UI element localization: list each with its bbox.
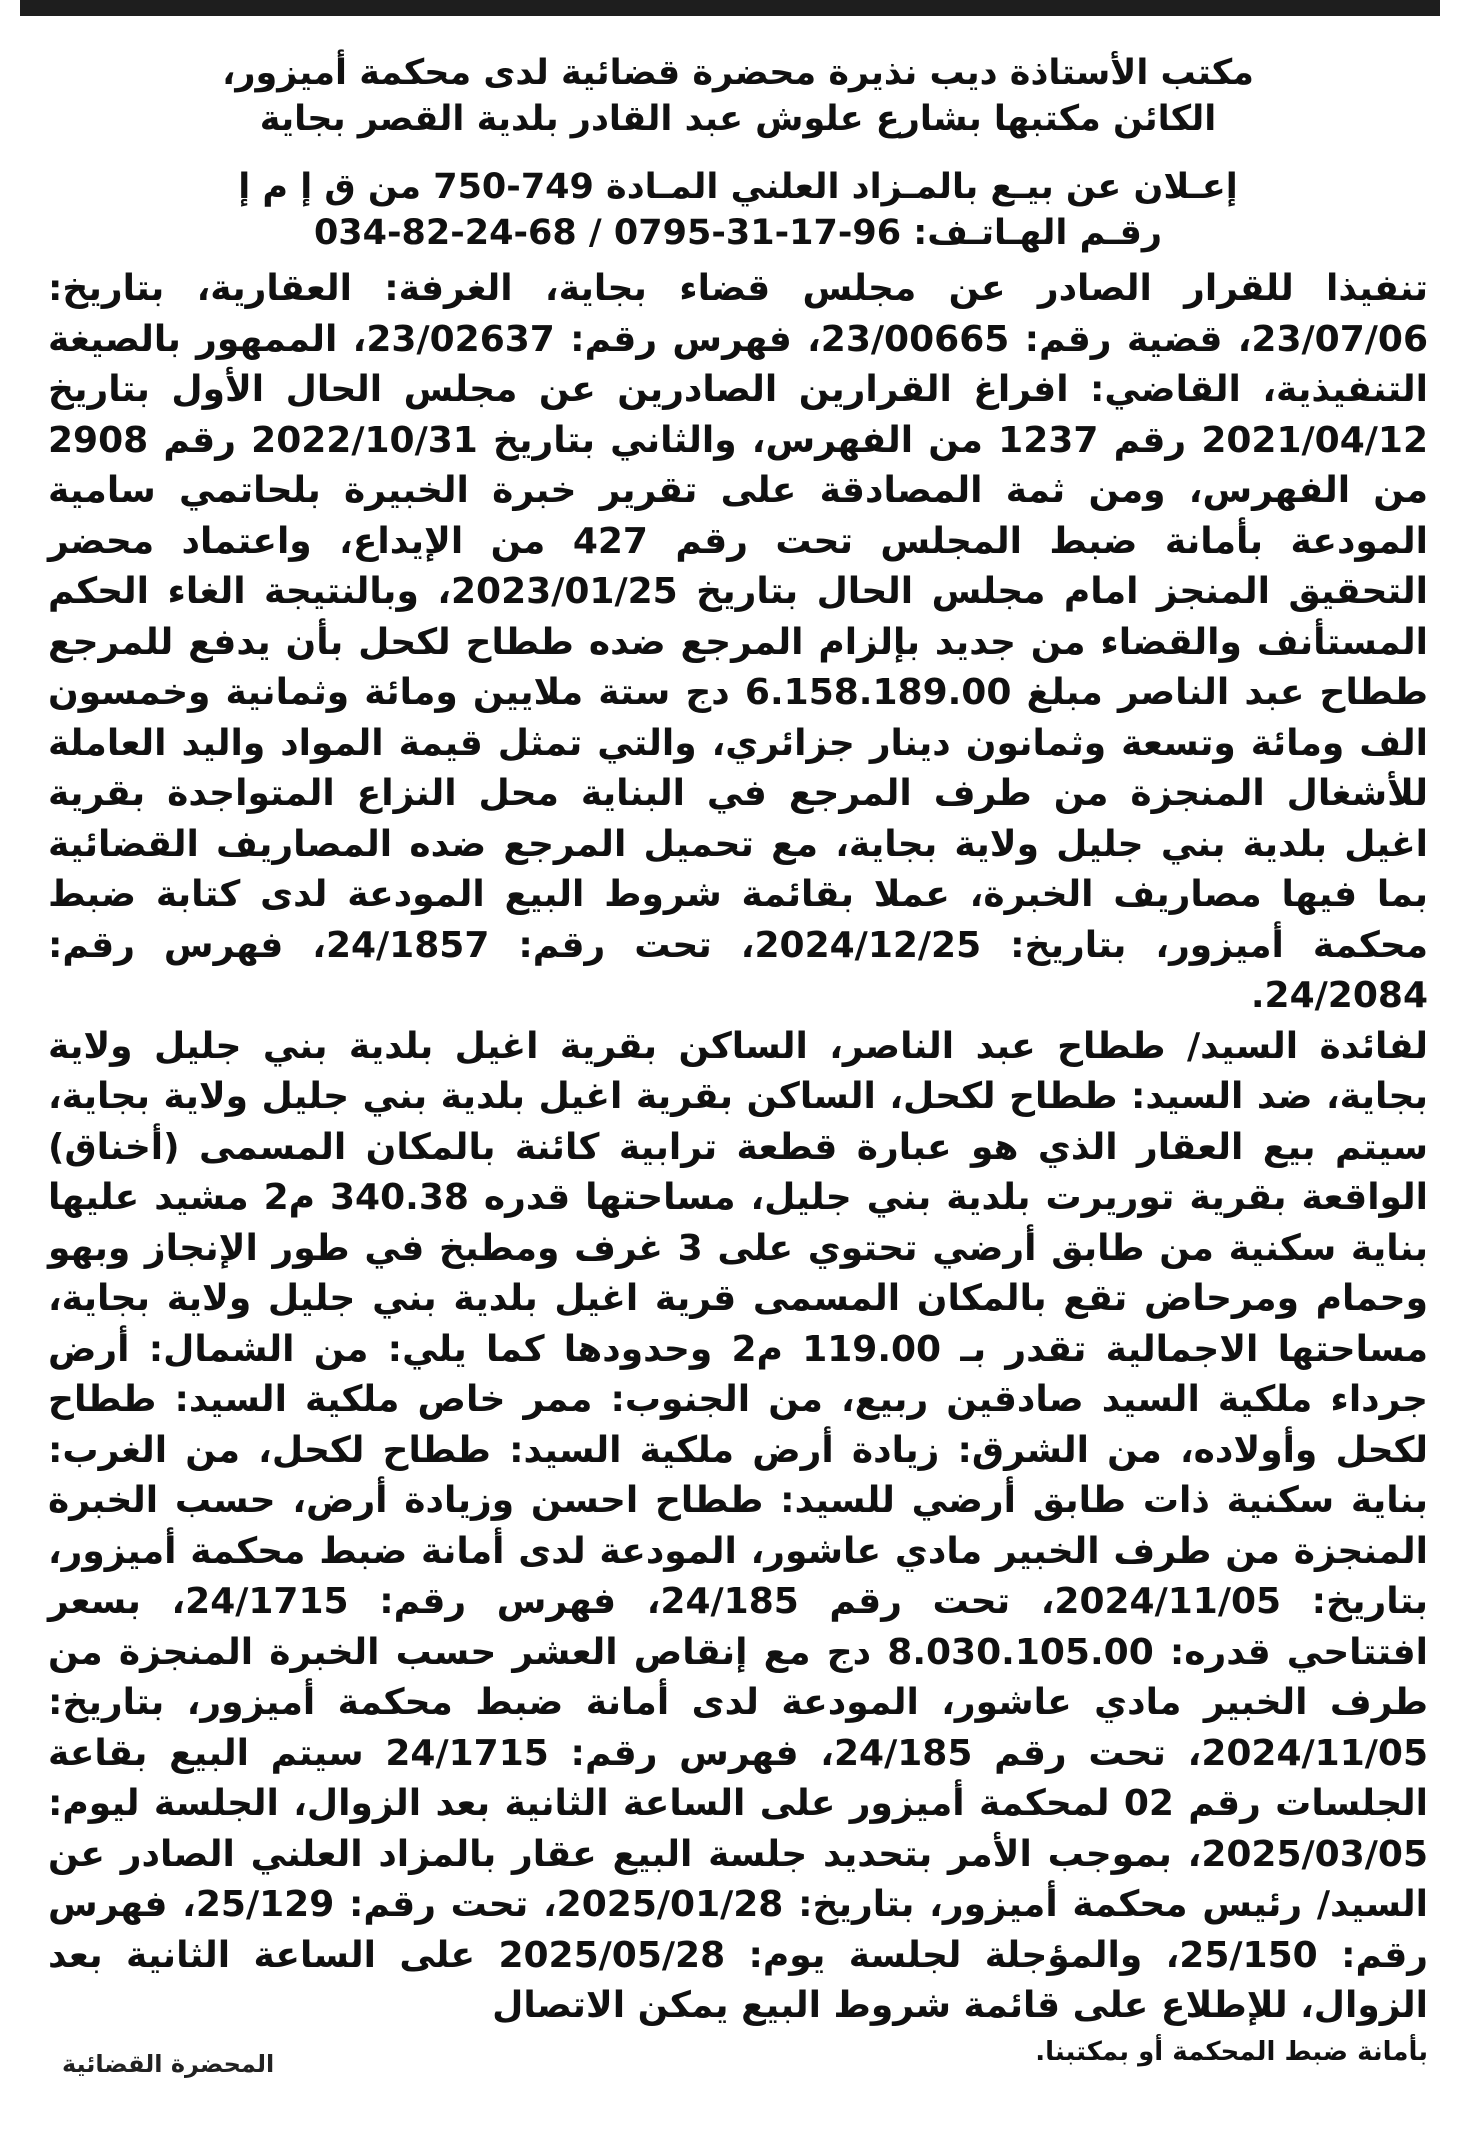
office-line-1: مكتب الأستاذة ديب نذيرة محضرة قضائية لدى محكمة أميزور، [222,53,1254,93]
phone-numbers: رقـم الهـاتـف: 96-17-31-0795 / 68-24-82-034 [313,213,1163,253]
notice-header [48,164,1428,256]
office-line-2: الكائن مكتبها بشارع علوش عبد القادر بلدية القصر بجاية [259,99,1217,139]
office-header [48,50,1428,142]
bailiff-signature: المحضرة القضائية [62,2050,275,2078]
announcement-page [48,40,1428,2070]
top-black-rule [20,0,1440,16]
body-paragraph-2: لفائدة السيد/ ططاح عبد الناصر، الساكن بقرية اغيل بلدية بني جليل ولاية بجاية، ضد السيد: ططاح لكحل، الساكن بقرية اغيل بلدية بني جليل ولاية بجاية، سيتم بيع العقار الذي هو عبارة قطعة ترابية كائنة بالمكان المسمى (أخناق) الواقعة بقرية توريرت بلدية بني جليل، مساحتها قدره 340.38 م2 مشيد عليها بناية سكنية من طابق أرضي تحتوي على 3 غرف ومطبخ في طور الإنجاز وبهو وحمام ومرحاض تقع بالمكان المسمى قرية اغيل بلدية بني جليل ولاية بجاية، مساحتها الاجمالية تقدر بـ 119.00 م2 وحدودها كما يلي: من الشمال: أرض جرداء ملكية السيد صادقين ربيع، من الجنوب: ممر خاص ملكية السيد: ططاح لكحل وأولاده، من الشرق: زيادة أرض ملكية السيد: ططاح لكحل، من الغرب: بناية سكنية ذات طابق أرضي للسيد: ططاح احسن وزيادة أرض، حسب الخبرة المنجزة من طرف الخبير مادي عاشور، المودعة لدى أمانة ضبط محكمة أميزور، بتاريخ: 2024/11/05، تحت رقم 24/185، فهرس رقم: 24/1715، بسعر افتتاحي قدره: 8.030.105.00 دج مع إنقاص العشر حسب الخبرة المنجزة من طرف الخبير مادي عاشور، المودعة لدى أمانة ضبط محكمة أميزور، بتاريخ: 2024/11/05، تحت رقم 24/185، فهرس رقم: 24/1715 سيتم البيع بقاعة الجلسات رقم 02 لمحكمة أميزور على الساعة الثانية بعد الزوال، الجلسة ليوم: 2025/03/05، بموجب الأمر بتحديد جلسة البيع عقار بالمزاد العلني الصادر عن السيد/ رئيس محكمة أميزور، بتاريخ: 2025/01/28، تحت رقم: 25/129، فهرس رقم: 25/150، والمؤجلة لجلسة يوم: 2025/05/28 على الساعة الثانية بعد الزوال، للإطلاع على قائمة شروط البيع يمكن الاتصال [48,1025,1429,2026]
closing-line: بأمانة ضبط المحكمة أو بمكتبنا. [1035,2036,1428,2067]
body-paragraph-1: تنفيذا للقرار الصادر عن مجلس قضاء بجاية، الغرفة: العقارية، بتاريخ: 23/07/06، قضية رقم: 23/00665، فهرس رقم: 23/02637، الممهور بالصيغة التنفيذية، القاضي: افراغ القرارين الصادرين عن مجلس الحال الأول بتاريخ 2021/04/12 رقم 1237 من الفهرس، والثاني بتاريخ 2022/10/31 رقم 2908 من الفهرس، ومن ثمة المصادقة على تقرير خبرة الخبيرة بلحاتمي سامية المودعة بأمانة ضبط المجلس تحت رقم 427 من الإيداع، واعتماد محضر التحقيق المنجز امام مجلس الحال بتاريخ 2023/01/25، وبالنتيجة الغاء الحكم المستأنف والقضاء من جديد بإلزام المرجع ضده ططاح لكحل بأن يدفع للمرجع ططاح عبد الناصر مبلغ 6.158.189.00 دج ستة ملايين ومائة وثمانية وخمسون الف ومائة وتسعة وثمانون دينار جزائري، والتي تمثل قيمة المواد واليد العاملة للأشغال المنجزة من طرف المرجع في البناية محل النزاع المتواجدة بقرية اغيل بلدية بني جليل ولاية بجاية، مع تحميل المرجع ضده المصاريف القضائية بما فيها مصاريف الخبرة، عملا بقائمة شروط البيع المودعة لدى كتابة ضبط محكمة أميزور، بتاريخ: 2024/12/25، تحت رقم: 24/1857، فهرس رقم: 24/2084. [48,268,1429,1016]
notice-title: إعـلان عن بيـع بالمـزاد العلني المـادة 749-750 من ق إ م إ [238,167,1238,207]
announcement-body [48,264,1428,2032]
